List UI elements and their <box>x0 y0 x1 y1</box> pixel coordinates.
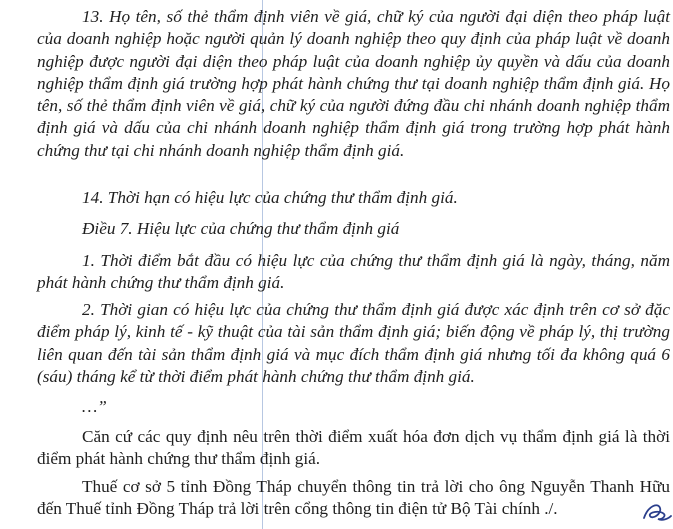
paragraph-conclusion: Căn cứ các quy định nêu trên thời điểm xuất hóa đơn dịch vụ thẩm định giá là thời điểm phát hành chứng thư thẩm định giá. <box>37 427 670 469</box>
paragraph-clause-1: 1. Thời điểm bắt đầu có hiệu lực của chứng thư thẩm định giá là ngày, tháng, năm phát hành chứng thư thẩm định giá. <box>37 251 670 293</box>
paragraph-closing: Thuế cơ sở 5 tỉnh Đồng Tháp chuyển thông tin trả lời cho ông Nguyễn Thanh Hữu đến Thuế tỉnh Đồng Tháp trả lời trên cổng thông tin điện tử Bộ Tài chính ./. <box>37 477 670 519</box>
quote-closing-ellipsis: …” <box>82 397 107 416</box>
paragraph-item-14: 14. Thời hạn có hiệu lực của chứng thư thẩm định giá. <box>82 188 458 207</box>
handwritten-initials-icon <box>640 500 672 526</box>
article-7-heading: Điều 7. Hiệu lực của chứng thư thẩm định giá <box>82 219 400 238</box>
paragraph-item-13: 13. Họ tên, số thẻ thẩm định viên về giá, chữ ký của người đại diện theo pháp luật của doanh nghiệp hoặc người quản lý doanh nghiệp theo quy định của pháp luật về doanh nghiệp được người đại diện theo pháp luật của doanh nghiệp ủy quyền và dấu của doanh nghiệp thẩm định giá trường hợp phát hành chứng thư tại doanh nghiệp thẩm định giá. Họ tên, số thẻ thẩm định viên về giá, chữ ký của người đứng đầu chi nhánh doanh nghiệp thẩm định giá và dấu của chi nhánh doanh nghiệp thẩm định giá trong trường hợp phát hành chứng thư tại chi nhánh doanh nghiệp thẩm định giá. <box>37 7 670 160</box>
paragraph-clause-2: 2. Thời gian có hiệu lực của chứng thư thẩm định giá được xác định trên cơ sở đặc điểm pháp lý, kinh tế - kỹ thuật của tài sản thẩm định giá; biến động về pháp lý, thị trường liên quan đến tài sản thẩm định giá và mục đích thẩm định giá nhưng tối đa không quá 6 (sáu) tháng kể từ thời điểm phát hành chứng thư thẩm định giá. <box>37 300 670 386</box>
